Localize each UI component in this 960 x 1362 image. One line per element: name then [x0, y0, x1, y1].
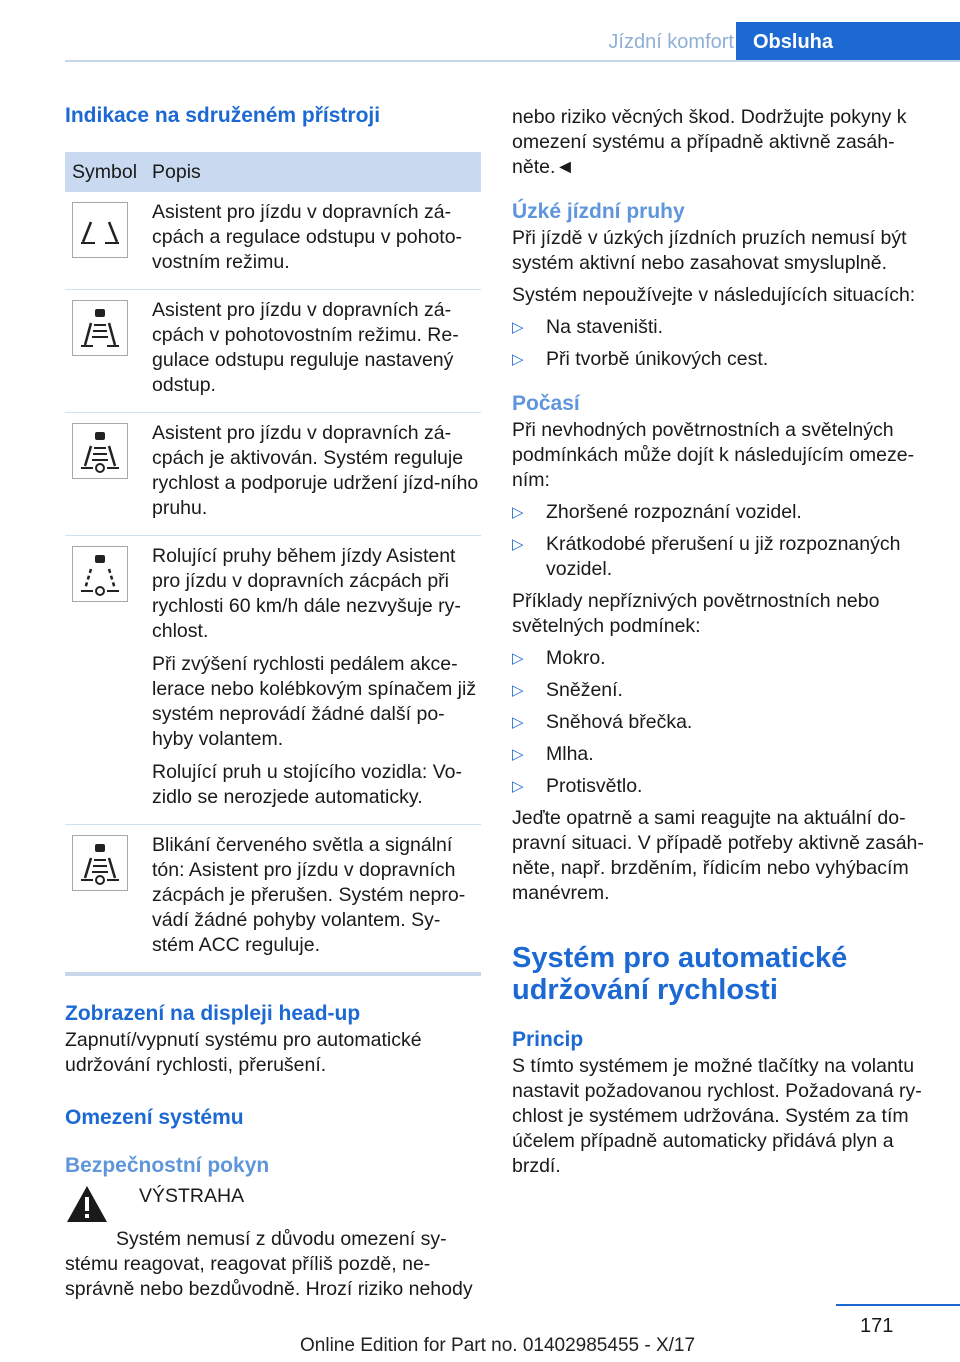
- warning-label: VÝSTRAHA: [139, 1185, 245, 1207]
- table-row: [65, 413, 481, 536]
- weather-list: [512, 500, 928, 582]
- weather-conditions-list: [512, 646, 928, 799]
- list-item: ▷ Při tvorbě únikových cest.: [512, 348, 769, 370]
- row-description: Asistent pro jízdu v dopravních zá-cpách a regulace odstupu v pohoto-vostním režimu.: [152, 201, 463, 273]
- safety-title: Bezpečnostní pokyn: [65, 1154, 270, 1177]
- table-header-symbol: Symbol: [72, 160, 138, 183]
- left-column: [65, 100, 481, 1302]
- narrow-lanes-list: [512, 315, 928, 372]
- lane-assist-standby-car-icon: [72, 300, 128, 356]
- header-divider: [65, 60, 960, 62]
- right-column: [512, 100, 928, 1179]
- row-description: Rolující pruhy během jízdy Asistent pro jízdu v dopravních zácpách při rychlosti 60 km/h dále nezvyšuje ry-chlost.: [152, 545, 461, 642]
- speed-system-title: Systém pro automatické udržování rychlosti: [512, 942, 848, 1006]
- continued-text: nebo riziko věcných škod. Dodržujte pokyny k omezení systému a případně aktivně zasáh-něte.◄: [512, 106, 907, 178]
- bullet-triangle-icon: ▷: [512, 682, 524, 699]
- bullet-triangle-icon: ▷: [512, 504, 524, 521]
- list-item: ▷ Mokro.: [512, 647, 606, 669]
- header-tab: Obsluha: [736, 22, 960, 62]
- row-description: Blikání červeného světla a signální tón: Asistent pro jízdu v dopravních zácpách je přerušen. Systém nepro-vádí žádné pohyby volantem. Sy-stém ACC reguluje.: [152, 834, 466, 956]
- row-description: Asistent pro jízdu v dopravních zá-cpách je aktivován. Systém reguluje rychlost a podporuje udržení jízd-ního pruhu.: [152, 422, 479, 519]
- bullet-triangle-icon: ▷: [512, 714, 524, 731]
- list-item: ▷ Protisvětlo.: [512, 775, 643, 797]
- limits-title: Omezení systému: [65, 1106, 244, 1129]
- list-item: ▷ Zhoršené rozpoznání vozidel.: [512, 501, 802, 523]
- lane-assist-standby-icon: [72, 202, 128, 258]
- table-row: [65, 536, 481, 825]
- hud-text: Zapnutí/vypnutí systému pro automatické udržování rychlosti, přerušení.: [65, 1029, 422, 1076]
- warning-block: [65, 1184, 481, 1229]
- bullet-triangle-icon: ▷: [512, 650, 524, 667]
- list-item: ▷ Na staveništi.: [512, 316, 664, 338]
- principle-text: S tímto systémem je možné tlačítky na volantu nastavit požadovanou rychlost. Požadovaná ry-chlost je systémem udržována. Systém za tím účelem případně automaticky přidává plyn a brzdí.: [512, 1055, 922, 1177]
- table-header-description: Popis: [152, 160, 201, 183]
- table-bottom-rule: [65, 972, 481, 976]
- table-row: [65, 192, 481, 290]
- cluster-indication-title: Indikace na sdruženém přístroji: [65, 104, 381, 127]
- row-description: Při zvýšení rychlosti pedálem akce-lerace nebo kolébkovým spínačem již systém neprovádí žádné další po-hyby volantem.: [152, 653, 477, 750]
- bullet-triangle-icon: ▷: [512, 778, 524, 795]
- page-header: [0, 22, 960, 62]
- hud-title: Zobrazení na displeji head-up: [65, 1002, 361, 1025]
- header-section: Jízdní komfort: [608, 31, 734, 53]
- list-item: ▷ Mlha.: [512, 743, 594, 765]
- lane-assist-active-icon: [72, 423, 128, 479]
- weather-text: Při nevhodných povětrnostních a světelných podmínkách může dojít k následujícím omeze-ním:: [512, 419, 915, 491]
- row-description: Asistent pro jízdu v dopravních zá-cpách v pohotovostním režimu. Re-gulace odstupu reguluje nastavený odstup.: [152, 299, 459, 396]
- narrow-lanes-text: Systém nepoužívejte v následujících situacích:: [512, 284, 916, 306]
- weather-text: Příklady nepříznivých povětrnostních nebo světelných podmínek:: [512, 590, 880, 637]
- list-item: ▷ Sněhová břečka.: [512, 711, 693, 733]
- table-row: [65, 290, 481, 413]
- weather-title: Počasí: [512, 392, 580, 415]
- symbol-table: [65, 152, 481, 976]
- table-header: [65, 152, 481, 192]
- warning-text: Systém nemusí z důvodu omezení sy-stému reagovat, reagovat příliš pozdě, ne-správně nebo bezdůvodně. Hrozí riziko nehody: [65, 1228, 473, 1300]
- warning-triangle-icon: [65, 1184, 139, 1229]
- principle-title: Princip: [512, 1028, 584, 1051]
- bullet-triangle-icon: ▷: [512, 319, 524, 336]
- narrow-lanes-text: Při jízdě v úzkých jízdních pruzích nemusí být systém aktivní nebo zasahovat smysluplně.: [512, 227, 907, 274]
- narrow-lanes-title: Úzké jízdní pruhy: [512, 200, 685, 223]
- page-number: 171: [860, 1315, 894, 1337]
- list-item: ▷ Sněžení.: [512, 679, 623, 701]
- list-item: ▷ Krátkodobé přerušení u již rozpoznaných vozidel.: [512, 533, 901, 580]
- bullet-triangle-icon: ▷: [512, 746, 524, 763]
- bullet-triangle-icon: ▷: [512, 536, 524, 553]
- lane-assist-rolling-icon: [72, 546, 128, 602]
- weather-text: Jeďte opatrně a sami reagujte na aktuální do-pravní situaci. V případě potřeby aktivně zasáh-něte, např. brzděním, řídicím nebo vyhýbacím manévrem.: [512, 807, 924, 904]
- row-description: Rolující pruh u stojícího vozidla: Vo-zidlo se nerozjede automaticky.: [152, 761, 462, 808]
- lane-assist-interrupted-icon: [72, 835, 128, 891]
- table-row: [65, 825, 481, 972]
- footer-rule: [836, 1304, 960, 1306]
- edition-note: Online Edition for Part no. 01402985455 - X/17: [300, 1335, 696, 1356]
- bullet-triangle-icon: ▷: [512, 351, 524, 368]
